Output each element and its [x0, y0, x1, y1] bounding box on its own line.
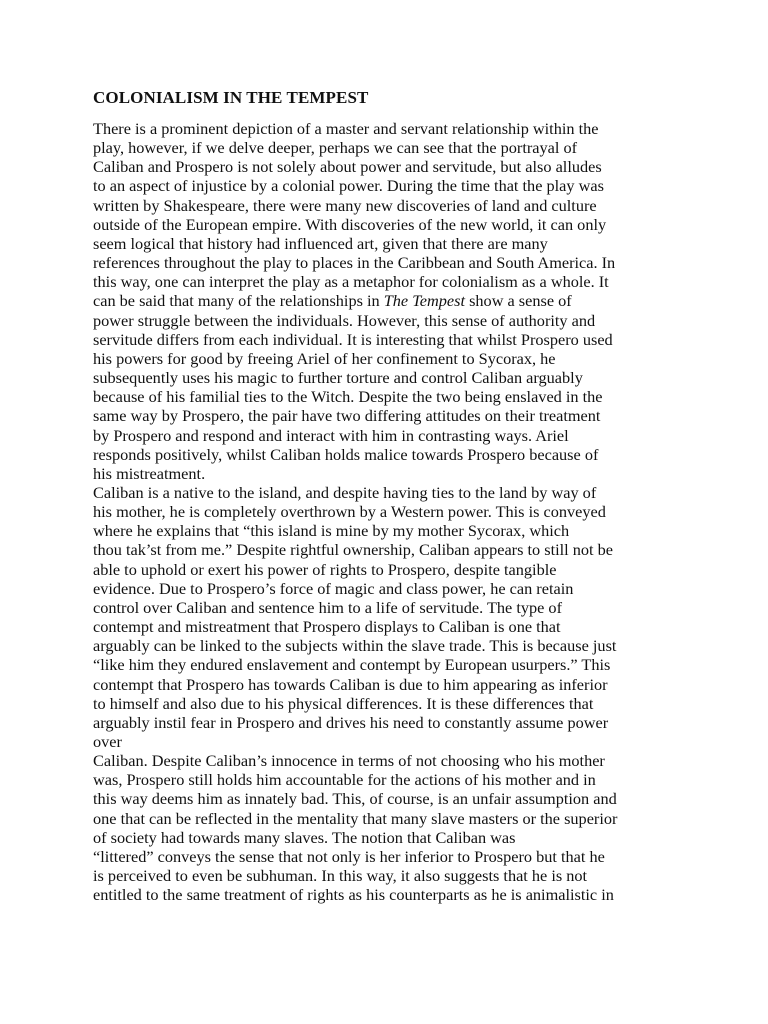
text-line: his mistreatment.	[93, 463, 206, 483]
text-line: arguably instil fear in Prospero and drives his need to constantly assume power	[93, 712, 609, 732]
text-line: seem logical that history had influenced art, given that there are many	[93, 233, 548, 253]
text-line: control over Caliban and sentence him to a life of servitude. The type of	[93, 597, 562, 617]
text-segment: can be said that many of the relationships in	[93, 291, 384, 311]
text-line: “like him they endured enslavement and contempt by European usurpers.” This	[93, 655, 611, 675]
text-line: Caliban and Prospero is not solely about power and servitude, but also alludes	[93, 157, 602, 177]
text-line: Caliban. Despite Caliban’s innocence in terms of not choosing who his mother	[93, 751, 605, 771]
document-title: COLONIALISM IN THE TEMPEST	[93, 88, 369, 107]
text-line: servitude differs from each individual. It is interesting that whilst Prospero used	[93, 329, 613, 349]
text-line	[93, 291, 693, 310]
text-line: references throughout the play to places in the Caribbean and South America. In	[93, 253, 616, 273]
text-line: because of his familial ties to the Witch. Despite the two being enslaved in the	[93, 387, 603, 407]
text-line: written by Shakespeare, there were many new discoveries of land and culture	[93, 195, 597, 215]
text-line: subsequently uses his magic to further torture and control Caliban arguably	[93, 368, 583, 388]
text-line: able to uphold or exert his power of rights to Prospero, despite tangible	[93, 559, 557, 579]
text-line: entitled to the same treatment of rights as his counterparts as he is animalistic in	[93, 885, 614, 905]
text-line: by Prospero and respond and interact with him in contrasting ways. Ariel	[93, 425, 569, 445]
text-line: There is a prominent depiction of a master and servant relationship within the	[93, 119, 599, 138]
text-line: “littered” conveys the sense that not only is her inferior to Prospero but that he	[93, 846, 605, 866]
text-line: of society had towards many slaves. The notion that Caliban was	[93, 827, 516, 847]
text-line: his mother, he is completely overthrown by a Western power. This is conveyed	[93, 502, 606, 522]
text-line: contempt that Prospero has towards Caliban is due to him appearing as inferior	[93, 674, 608, 694]
text-line: where he explains that “this island is mine by my mother Sycorax, which	[93, 521, 570, 541]
text-line: his powers for good by freeing Ariel of her confinement to Sycorax, he	[93, 348, 556, 368]
text-line: this way deems him as innately bad. This, of course, is an unfair assumption and	[93, 789, 617, 809]
text-line: thou tak’st from me.” Despite rightful ownership, Caliban appears to still not be	[93, 540, 613, 560]
essay-text	[93, 119, 693, 904]
text-line: outside of the European empire. With discoveries of the new world, it can only	[93, 214, 607, 234]
text-line: this way, one can interpret the play as a metaphor for colonialism as a whole. It	[93, 272, 609, 292]
text-line: contempt and mistreatment that Prospero displays to Caliban is one that	[93, 617, 561, 637]
text-line: was, Prospero still holds him accountable for the actions of his mother and in	[93, 770, 596, 790]
text-line: responds positively, whilst Caliban holds malice towards Prospero because of	[93, 444, 599, 464]
text-line: play, however, if we delve deeper, perhaps we can see that the portrayal of	[93, 138, 578, 158]
document-body	[93, 87, 693, 904]
play-title-italic: The Tempest	[383, 291, 465, 311]
text-line: to an aspect of injustice by a colonial power. During the time that the play was	[93, 176, 604, 196]
text-line: arguably can be linked to the subjects within the slave trade. This is because just	[93, 636, 617, 656]
text-segment: show a sense of	[465, 291, 572, 311]
text-line: power struggle between the individuals. However, this sense of authority and	[93, 310, 596, 330]
text-line: same way by Prospero, the pair have two differing attitudes on their treatment	[93, 406, 601, 426]
text-line: evidence. Due to Prospero’s force of magic and class power, he can retain	[93, 578, 574, 598]
text-line: is perceived to even be subhuman. In this way, it also suggests that he is not	[93, 866, 588, 886]
text-line: to himself and also due to his physical differences. It is these differences that	[93, 693, 594, 713]
text-line: over	[93, 732, 122, 751]
text-line: Caliban is a native to the island, and despite having ties to the land by way of	[93, 482, 597, 502]
text-line: one that can be reflected in the mentality that many slave masters or the superior	[93, 808, 618, 828]
